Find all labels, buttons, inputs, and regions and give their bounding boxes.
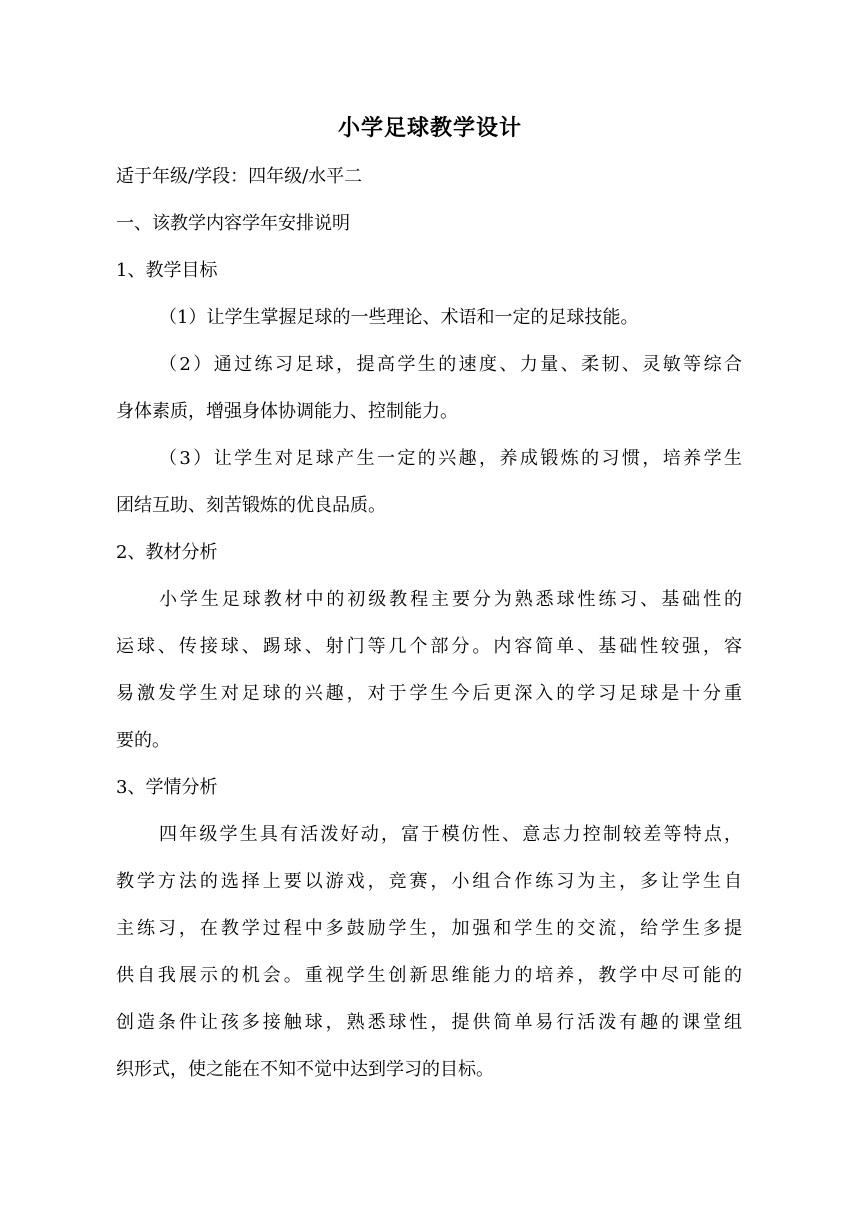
- paragraph-line: 创造条件让孩多接触球，熟悉球性，提供简单易行活泼有趣的课堂组: [116, 1012, 742, 1033]
- paragraph-line: 教学方法的选择上要以游戏，竞赛，小组合作练习为主，多让学生自: [116, 871, 742, 892]
- paragraph-line: 主练习，在教学过程中多鼓励学生，加强和学生的交流，给学生多提: [116, 918, 742, 939]
- paragraph-line: 身体素质，增强身体协调能力、控制能力。: [116, 401, 458, 422]
- paragraph-line: 织形式，使之能在不知不觉中达到学习的目标。: [116, 1059, 494, 1080]
- paragraph-line: 运球、传接球、踢球、射门等几个部分。内容简单、基础性较强，容: [116, 636, 742, 657]
- section-heading: 一、该教学内容学年安排说明: [116, 213, 350, 234]
- paragraph-line: 易激发学生对足球的兴趣，对于学生今后更深入的学习足球是十分重: [116, 683, 742, 704]
- objective-item: （3）让学生对足球产生一定的兴趣，养成锻炼的习惯，培养学生: [159, 448, 742, 469]
- subsection-heading: 2、教材分析: [116, 542, 218, 563]
- paragraph-line: 小学生足球教材中的初级教程主要分为熟悉球性练习、基础性的: [159, 589, 742, 610]
- subsection-heading: 3、学情分析: [116, 777, 218, 798]
- document-title: 小学足球教学设计: [337, 116, 522, 141]
- paragraph-line: 四年级学生具有活泼好动，富于模仿性、意志力控制较差等特点，: [159, 824, 742, 845]
- document-body: [116, 153, 742, 1093]
- grade-line: 适于年级/学段：四年级/水平二: [116, 166, 363, 187]
- objective-item: （1）让学生掌握足球的一些理论、术语和一定的足球技能。: [159, 307, 639, 328]
- paragraph-line: 供自我展示的机会。重视学生创新思维能力的培养，教学中尽可能的: [116, 965, 742, 986]
- paragraph-line: 要的。: [116, 730, 170, 751]
- objective-item: （2）通过练习足球，提高学生的速度、力量、柔韧、灵敏等综合: [159, 354, 742, 375]
- paragraph-line: 团结互助、刻苦锻炼的优良品质。: [116, 495, 386, 516]
- subsection-heading: 1、教学目标: [116, 260, 218, 281]
